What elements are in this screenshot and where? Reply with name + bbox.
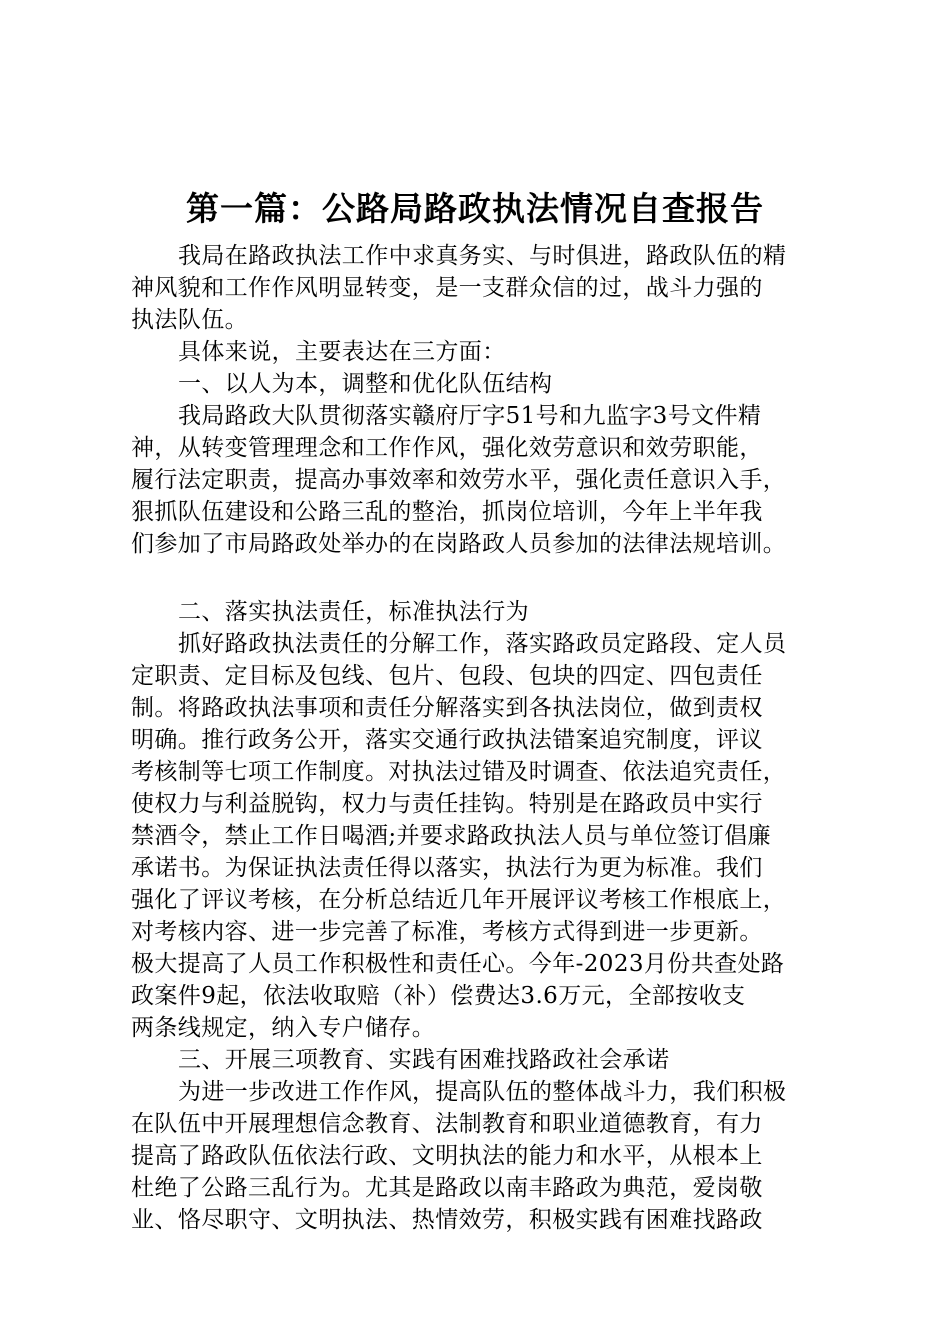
paragraph-line: 极大提高了人员工作积极性和责任心。今年-2023月份共查处路 <box>131 951 785 977</box>
paragraph-line: 政案件9起，依法收取赔（补）偿费达3.6万元，全部按收支 <box>131 983 746 1009</box>
paragraph-line: 考核制等七项工作制度。对执法过错及时调查、依法追究责任， <box>131 759 787 785</box>
section-heading: 三、开展三项教育、实践有困难找路政社会承诺 <box>178 1047 670 1073</box>
paragraph-line: 具体来说，主要表达在三方面： <box>178 339 506 365</box>
paragraph-line: 明确。推行政务公开，落实交通行政执法错案追究制度，评议 <box>131 727 763 753</box>
paragraph-line: 执法队伍。 <box>131 307 248 333</box>
paragraph-line: 业、恪尽职守、文明执法、热情效劳，积极实践有困难找路政 <box>131 1207 763 1233</box>
paragraph-line: 抓好路政执法责任的分解工作，落实路政员定路段、定人员 <box>178 631 787 657</box>
paragraph-line: 们参加了市局路政处举办的在岗路政人员参加的法律法规培训。 <box>131 531 787 557</box>
paragraph-gap <box>131 560 831 596</box>
document-body <box>131 240 831 1236</box>
paragraph-line: 我局在路政执法工作中求真务实、与时俱进，路政队伍的精 <box>178 243 787 269</box>
paragraph-line: 禁酒令，禁止工作日喝酒;并要求路政执法人员与单位签订倡廉 <box>131 823 771 849</box>
paragraph-line: 我局路政大队贯彻落实赣府厅字51号和九监字3号文件精 <box>178 403 762 429</box>
paragraph-line: 为进一步改进工作作风，提高队伍的整体战斗力，我们积极 <box>178 1079 787 1105</box>
paragraph-line: 狠抓队伍建设和公路三乱的整治，抓岗位培训，今年上半年我 <box>131 499 763 525</box>
paragraph-line: 神，从转变管理理念和工作作风，强化效劳意识和效劳职能， <box>131 435 763 461</box>
paragraph-line: 在队伍中开展理想信念教育、法制教育和职业道德教育，有力 <box>131 1111 763 1137</box>
paragraph-line: 两条线规定，纳入专户储存。 <box>131 1015 436 1041</box>
section-heading: 一、以人为本，调整和优化队伍结构 <box>178 371 553 397</box>
paragraph-line: 强化了评议考核，在分析总结近几年开展评议考核工作根底上， <box>131 887 787 913</box>
paragraph-line: 杜绝了公路三乱行为。尤其是路政以南丰路政为典范，爱岗敬 <box>131 1175 763 1201</box>
paragraph-line: 提高了路政队伍依法行政、文明执法的能力和水平，从根本上 <box>131 1143 763 1169</box>
paragraph-line: 履行法定职责，提高办事效率和效劳水平，强化责任意识入手， <box>131 467 787 493</box>
paragraph-line: 神风貌和工作作风明显转变，是一支群众信的过，战斗力强的 <box>131 275 763 301</box>
paragraph-line: 定职责、定目标及包线、包片、包段、包块的四定、四包责任 <box>131 663 763 689</box>
paragraph-line: 制。将路政执法事项和责任分解落实到各执法岗位，做到责权 <box>131 695 763 721</box>
paragraph-line: 承诺书。为保证执法责任得以落实，执法行为更为标准。我们 <box>131 855 763 881</box>
paragraph-line: 使权力与利益脱钩，权力与责任挂钩。特别是在路政员中实行 <box>131 791 763 817</box>
paragraph-line: 对考核内容、进一步完善了标准，考核方式得到进一步更新。 <box>131 919 763 945</box>
document-title: 第一篇：公路局路政执法情况自查报告 <box>186 189 764 228</box>
section-heading: 二、落实执法责任，标准执法行为 <box>178 599 529 625</box>
